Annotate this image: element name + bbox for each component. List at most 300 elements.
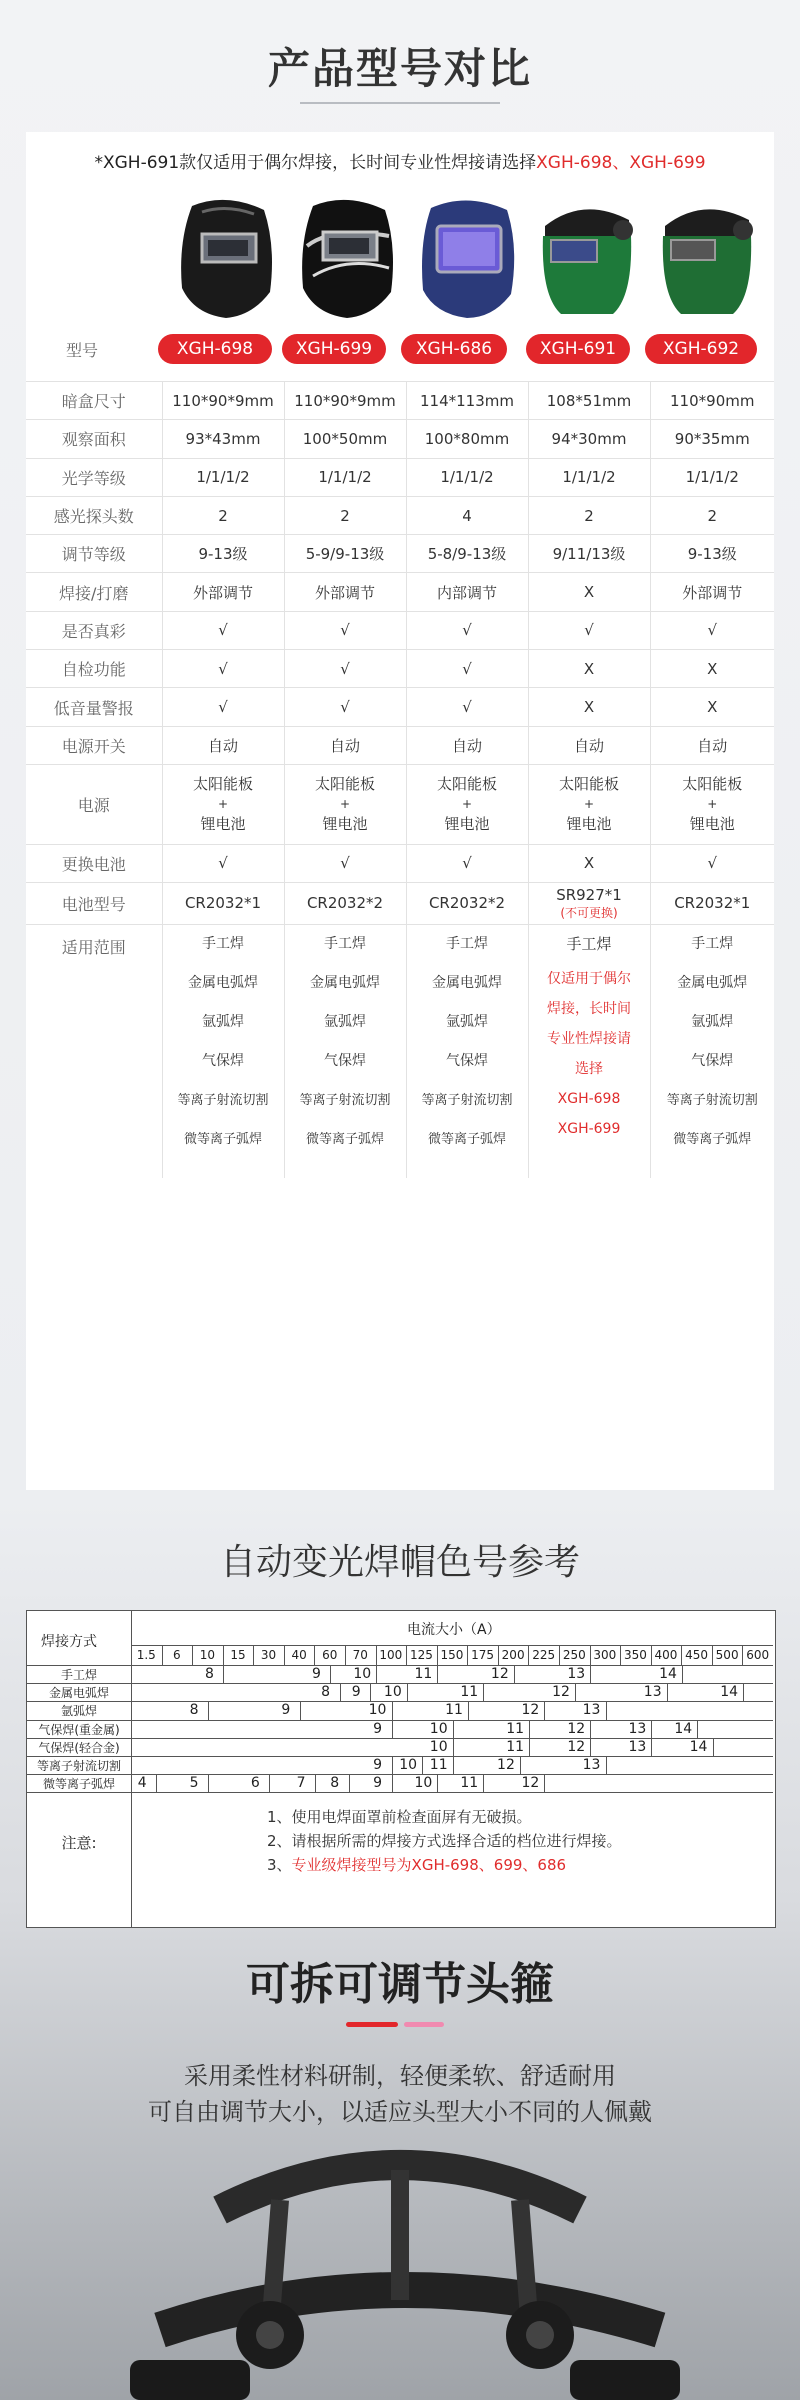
grid-line [743,1683,744,1701]
current-tick: 300 [593,1648,617,1662]
current-tick: 350 [623,1648,647,1662]
method-label: 手工焊 [60,1668,97,1682]
current-tick: 1.5 [136,1648,156,1662]
model-pill: XGH-686 [401,334,507,364]
spec-cell: √ [406,844,528,882]
shade-number: 13 [628,1720,647,1737]
grid-line [27,1738,773,1739]
spec-cell: √ [650,844,774,882]
current-tick: 600 [746,1648,770,1662]
battery-model-value: CR2032*1 [184,894,262,913]
shade-number: 9 [373,1720,383,1737]
grid-line [667,1683,668,1701]
spec-cell [528,924,650,1178]
spec-cell: 外部调节 [650,573,774,611]
spec-cell: 110*90*9mm [284,382,406,420]
grid-line [406,1645,407,1665]
grid-line [269,1774,270,1792]
shade-number: 10 [414,1775,433,1792]
grid-line [208,1701,209,1719]
scope-item: 等离子射流切割 [177,1092,269,1108]
shade-number: 13 [567,1666,586,1682]
headband-desc-1: 采用柔性材料研制，轻便柔软、舒适耐用 [184,2062,616,2090]
current-tick: 30 [260,1648,277,1662]
current-tick: 40 [291,1648,307,1662]
spec-cell: X [650,688,774,726]
spec-cell [406,764,528,844]
battery-model-value: CR2032*2 [306,894,384,913]
grid-line [590,1720,591,1738]
spec-cell: 93*43mm [162,420,284,458]
scope-item: 氩弧焊 [202,1013,244,1030]
power-line: 锂电池 [322,815,368,834]
current-tick: 450 [685,1648,709,1662]
section-title-shade: 自动变光焊帽色号参考 [219,1542,580,1583]
shade-number: 12 [567,1720,586,1737]
grid-line [453,1756,454,1774]
grid-line [713,1738,714,1756]
grid-line [453,1720,454,1738]
note-red: 专业级焊接型号为XGH-698、699、686 [291,1856,567,1875]
grid-line [528,1645,529,1665]
scope-item: 微等离子弧焊 [427,1131,506,1147]
row-label: 自检功能 [26,650,162,688]
shade-number: 14 [720,1684,739,1701]
spec-cell [406,882,528,924]
spec-cell [162,924,284,1178]
grid-line [590,1665,591,1683]
title-underline [300,102,500,104]
method-label: 微等离子弧焊 [42,1777,115,1792]
grid-line [520,1756,521,1774]
shade-number: 5 [189,1775,199,1792]
battery-note: (不可更换) [560,905,618,920]
grid-line [392,1756,393,1774]
current-tick: 150 [440,1648,464,1662]
spec-row-scope [26,924,774,1178]
spec-cell: 108*51mm [528,382,650,420]
grid-line [370,1683,371,1701]
spec-row [26,458,774,496]
grid-line [514,1665,515,1683]
current-tick: 70 [352,1648,368,1662]
spec-cell: √ [162,844,284,882]
scope-item: 等离子射流切割 [299,1092,391,1108]
scope-warning-line: 选择 [575,1060,603,1077]
spec-cell: 110*90mm [650,382,774,420]
section-title-compare: 产品型号对比 [267,44,532,93]
current-tick: 400 [654,1648,678,1662]
row-label: 更换电池 [26,844,162,882]
shade-number: 9 [373,1757,383,1773]
spec-cell: √ [406,611,528,649]
grid-line [345,1645,346,1665]
power-line: 太阳能板 [682,775,743,794]
scope-item: 氩弧焊 [324,1013,366,1030]
grid-line [376,1665,377,1683]
scope-item: 等离子射流切割 [666,1092,758,1108]
row-label: 暗盒尺寸 [26,382,162,420]
grid-line [682,1665,683,1683]
helmet-image-686 [413,196,521,320]
spec-row [26,573,774,611]
spec-cell: X [528,573,650,611]
scope-item: 手工焊 [566,934,612,953]
shade-number: 4 [137,1775,147,1792]
grid-line [330,1665,331,1683]
grid-line [697,1720,698,1738]
shade-number: 8 [189,1702,199,1719]
spec-cell: √ [162,611,284,649]
spec-row [26,382,774,420]
shade-number: 13 [643,1684,662,1701]
note-line: 2、请根据所需的焊接方式选择合适的档位进行焊接。 [267,1832,622,1851]
grid-line [284,1645,285,1665]
shade-number: 10 [429,1720,448,1737]
power-line: + [583,797,595,812]
model-notice [0,148,800,173]
spec-cell: √ [162,688,284,726]
scope-item: 手工焊 [446,935,488,952]
spec-cell [528,764,650,844]
grid-line [223,1665,224,1683]
spec-row [26,650,774,688]
grid-line [392,1701,393,1719]
grid-line [300,1701,301,1719]
power-line: 锂电池 [200,815,246,834]
grid-line [559,1645,560,1665]
note-line [267,1854,566,1875]
grid-line [27,1792,773,1793]
spec-cell: √ [284,650,406,688]
power-line: 锂电池 [566,815,612,834]
spec-cell: 4 [406,496,528,534]
scope-warning-line: XGH-699 [557,1120,621,1137]
current-tick: 10 [199,1648,216,1662]
row-label: 是否真彩 [26,611,162,649]
spec-row-battery-model [26,882,774,924]
grid-line [606,1756,607,1774]
scope-warning-line: 焊接，长时间 [547,1000,631,1017]
model-pill: XGH-699 [282,334,386,364]
scope-item: 金属电弧焊 [432,974,502,991]
grid-line [468,1701,469,1719]
power-line: 锂电池 [444,815,490,834]
grid-line [544,1701,545,1719]
method-label: 氩弧焊 [60,1704,97,1719]
spec-cell: 2 [284,496,406,534]
grid-line [483,1683,484,1701]
grid-line [437,1645,438,1665]
grid-line [392,1720,393,1738]
scope-item: 手工焊 [691,935,734,952]
current-tick: 225 [532,1648,556,1662]
power-line: 太阳能板 [436,775,497,794]
spec-table [26,381,774,1178]
grid-line [606,1701,607,1719]
grid-line [208,1774,209,1792]
notice-red-text: XGH-698、XGH-699 [536,153,706,173]
spec-cell: X [528,844,650,882]
spec-row [26,611,774,649]
spec-cell [162,764,284,844]
shade-number: 11 [506,1738,525,1755]
grid-line [590,1738,591,1756]
current-tick: 60 [322,1648,338,1662]
spec-cell: 94*30mm [528,420,650,458]
grid-line [392,1774,393,1792]
helmet-image-692 [653,196,761,320]
shade-number: 14 [659,1666,677,1682]
shade-number: 9 [373,1775,383,1792]
spec-cell: 1/1/1/2 [162,458,284,496]
grid-line [253,1645,254,1665]
spec-cell: X [650,650,774,688]
scope-item: 气保焊 [691,1052,734,1069]
grid-line [349,1774,350,1792]
grid-line [156,1774,157,1792]
shade-number: 12 [490,1666,509,1682]
shade-reference-table [26,1610,776,1928]
shade-number: 12 [497,1757,515,1773]
current-tick: 175 [471,1648,495,1662]
scope-item: 气保焊 [202,1052,244,1069]
shade-number: 13 [582,1702,601,1719]
grid-line [467,1645,468,1665]
spec-cell: 100*80mm [406,420,528,458]
scope-warning-line: XGH-698 [557,1090,621,1107]
method-label: 金属电弧焊 [48,1686,109,1701]
scope-item: 金属电弧焊 [188,974,258,991]
spec-cell [284,924,406,1178]
grid-line [742,1645,743,1665]
battery-model-value: CR2032*2 [428,894,506,913]
spec-cell [406,924,528,1178]
current-tick: 6 [173,1648,181,1662]
current-tick: 200 [501,1648,525,1662]
shade-number: 10 [399,1757,418,1773]
spec-cell: 90*35mm [650,420,774,458]
grid-line [407,1683,408,1701]
spec-cell [650,882,774,924]
row-label: 电源开关 [26,726,162,764]
scope-item: 手工焊 [324,935,366,952]
grid-line [422,1756,423,1774]
model-pill: XGH-691 [526,334,630,364]
scope-item: 等离子射流切割 [421,1092,513,1108]
grid-line [651,1645,652,1665]
power-line: + [461,797,473,812]
spec-cell: 2 [162,496,284,534]
row-label: 低音量警报 [26,688,162,726]
spec-cell: 9-13级 [162,535,284,573]
shade-number: 12 [567,1738,586,1755]
shade-number: 9 [311,1666,321,1682]
shade-number: 9 [351,1684,361,1701]
spec-cell: √ [284,844,406,882]
spec-cell: 2 [528,496,650,534]
grid-line [712,1645,713,1665]
spec-cell [650,764,774,844]
shade-number: 8 [204,1666,214,1682]
spec-cell: √ [162,650,284,688]
power-line: + [217,797,229,812]
spec-cell: 110*90*9mm [162,382,284,420]
row-label: 适用范围 [26,924,162,1178]
grid-line [651,1738,652,1756]
power-line: + [339,797,351,812]
grid-line [651,1720,652,1738]
grid-line [620,1645,621,1665]
spec-cell: 9/11/13级 [528,535,650,573]
shade-number: 9 [281,1702,291,1719]
row-label: 调节等级 [26,535,162,573]
shade-number: 12 [521,1775,540,1792]
shade-number: 8 [321,1684,331,1701]
spec-cell [284,882,406,924]
grid-line [376,1645,377,1665]
spec-cell [284,764,406,844]
headband-image [100,2130,700,2400]
grid-line [544,1774,545,1792]
spec-row [26,726,774,764]
row-label: 电源 [26,764,162,844]
model-label: 型号 [65,341,98,360]
helmet-image-699 [293,196,401,320]
spec-cell: √ [284,611,406,649]
shade-number: 13 [582,1757,601,1773]
scope-item: 手工焊 [202,935,244,952]
notice-text: *XGH-691款仅适用于偶尔焊接，长时间专业性焊接请选择 [94,153,537,173]
grid-line [529,1720,530,1738]
current-tick: 250 [562,1648,586,1662]
grid-line [27,1720,773,1721]
shade-number: 7 [296,1775,306,1792]
grid-line [27,1701,773,1702]
row-label: 焊接/打磨 [26,573,162,611]
grid-line [437,1774,438,1792]
model-pill: XGH-692 [645,334,757,364]
shade-number: 11 [429,1757,448,1773]
power-line: 太阳能板 [314,775,375,794]
scope-item: 氩弧焊 [691,1013,734,1030]
spec-cell: 内部调节 [406,573,528,611]
helmet-image-698 [172,196,280,320]
spec-cell: 100*50mm [284,420,406,458]
spec-cell: √ [406,688,528,726]
spec-cell: 自动 [406,726,528,764]
current-tick: 500 [715,1648,739,1662]
grid-line [529,1738,530,1756]
spec-cell: 自动 [284,726,406,764]
battery-model-value: SR927*1 [556,885,622,904]
method-label: 等离子射流切割 [36,1759,121,1773]
method-label: 气保焊(轻合金) [38,1740,120,1755]
grid-line [340,1683,341,1701]
note-line: 1、使用电焊面罩前检查面屏有无破损。 [267,1808,532,1827]
headband-desc-2: 可自由调节大小，以适应头型大小不同的人佩戴 [148,2098,652,2126]
section-title-headband: 可拆可调节头箍 [246,1959,554,2010]
shade-number: 8 [330,1775,340,1792]
row-label: 光学等级 [26,458,162,496]
spec-cell: 1/1/1/2 [406,458,528,496]
scope-item: 金属电弧焊 [310,974,380,991]
shade-number: 10 [429,1738,448,1755]
grid-line [590,1645,591,1665]
spec-cell: 9-13级 [650,535,774,573]
spec-cell: 1/1/1/2 [284,458,406,496]
note-prefix: 3、 [267,1856,292,1875]
shade-number: 10 [383,1684,402,1701]
grid-line [498,1645,499,1665]
shade-number: 11 [414,1666,433,1682]
spec-cell: 2 [650,496,774,534]
spec-cell: √ [284,688,406,726]
spec-cell [162,882,284,924]
spec-cell: 1/1/1/2 [650,458,774,496]
shade-number: 12 [521,1702,540,1719]
shade-number: 11 [506,1720,525,1737]
title-accent-bar [404,2022,444,2027]
power-line: + [707,797,718,812]
grid-line [223,1645,224,1665]
grid-line [483,1774,484,1792]
shade-number: 10 [353,1666,372,1682]
power-line: 锂电池 [689,815,735,834]
row-label: 感光探头数 [26,496,162,534]
spec-cell [528,882,650,924]
scope-warning-line: 仅适用于偶尔 [547,970,631,987]
note-label: 注意: [61,1834,97,1853]
spec-cell: 自动 [650,726,774,764]
spec-cell: √ [528,611,650,649]
spec-row [26,420,774,458]
helmet-image-691 [533,196,641,320]
spec-cell: √ [406,650,528,688]
spec-row [26,688,774,726]
scope-item: 金属电弧焊 [677,974,748,991]
row-label: 电池型号 [26,882,162,924]
power-line: 太阳能板 [192,775,253,794]
grid-line [575,1683,576,1701]
shade-number: 11 [445,1702,463,1719]
scope-item: 氩弧焊 [446,1013,488,1030]
shade-number: 14 [689,1738,708,1755]
spec-row [26,535,774,573]
grid-line [162,1645,163,1665]
scope-item: 微等离子弧焊 [305,1131,384,1147]
shade-number: 11 [460,1684,479,1701]
grid-line [437,1665,438,1683]
current-header: 电流大小（A） [407,1622,501,1638]
spec-cell: 5-8/9-13级 [406,535,528,573]
spec-cell: √ [650,611,774,649]
shade-number: 11 [460,1775,479,1792]
scope-item: 微等离子弧焊 [183,1131,262,1147]
shade-number: 13 [628,1738,647,1755]
title-accent-bar [346,2022,398,2027]
grid-line [192,1645,193,1665]
spec-cell: 外部调节 [284,573,406,611]
scope-item: 气保焊 [324,1052,366,1069]
spec-cell: 自动 [528,726,650,764]
spec-cell [650,924,774,1178]
spec-row [26,496,774,534]
row-label: 观察面积 [26,420,162,458]
current-tick: 125 [409,1648,433,1662]
spec-cell: 外部调节 [162,573,284,611]
scope-item: 微等离子弧焊 [673,1131,752,1147]
